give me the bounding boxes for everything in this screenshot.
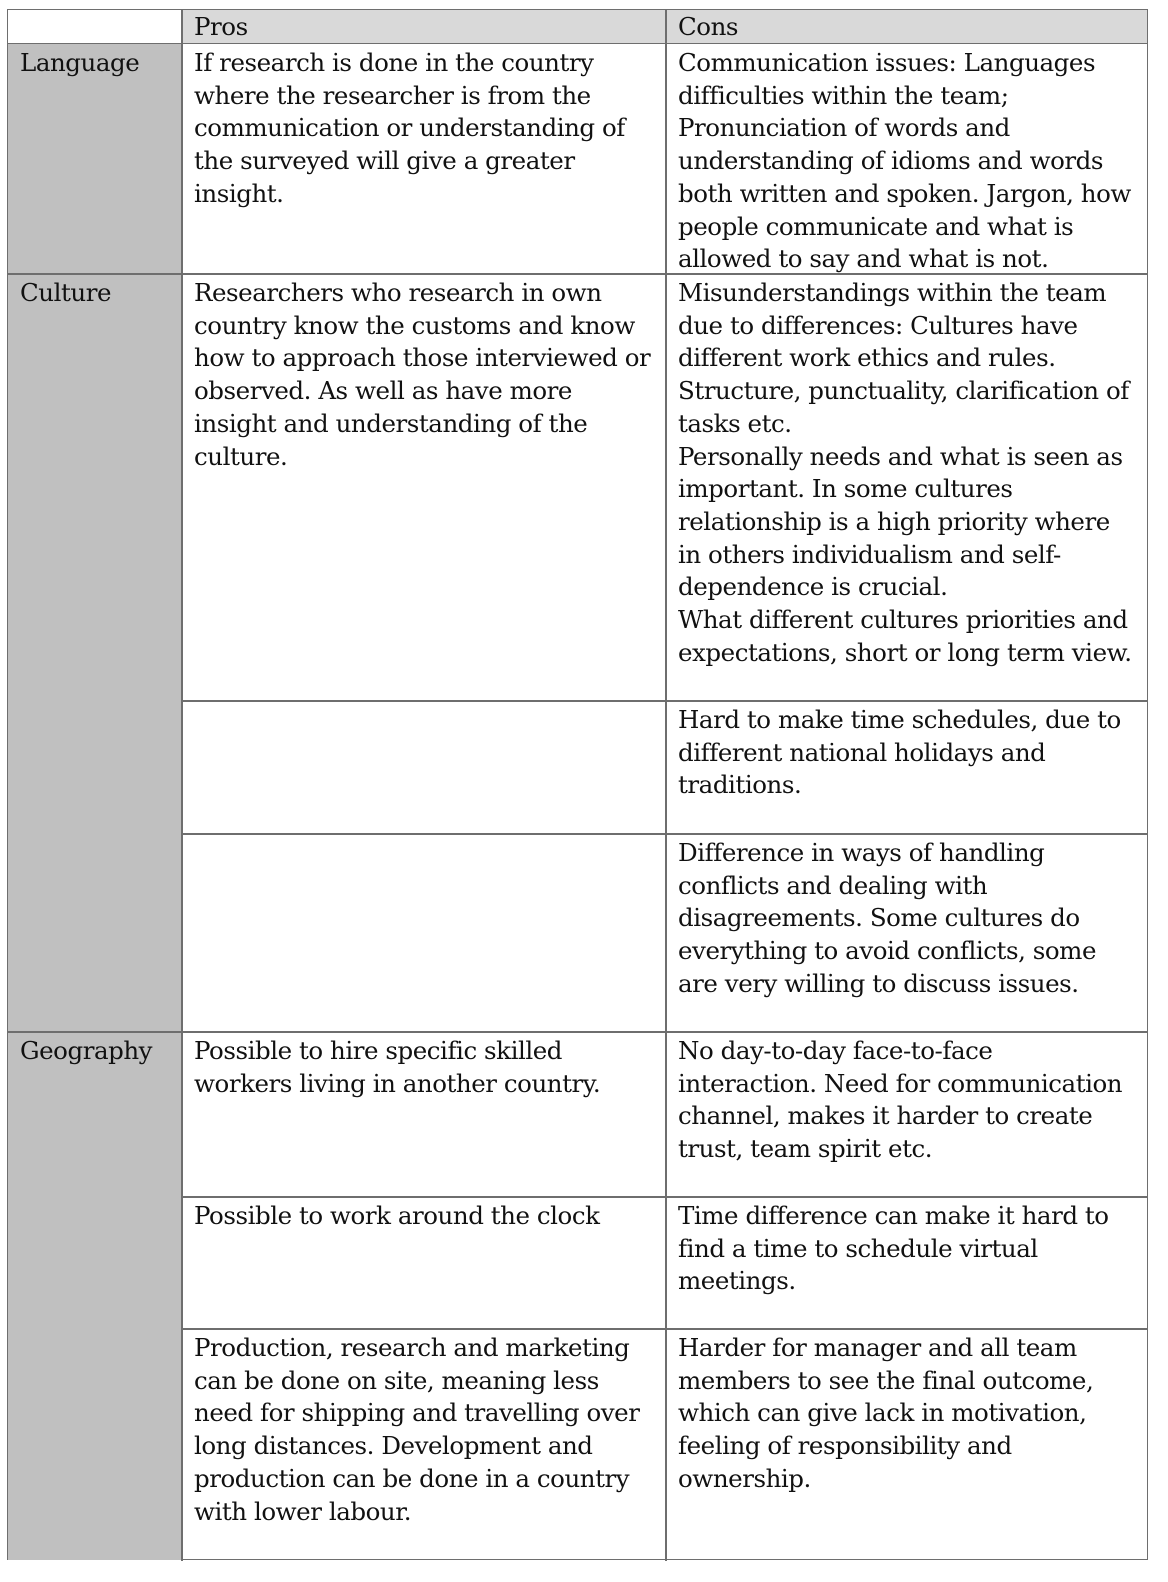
row-divider-culture-2 bbox=[181, 833, 1147, 835]
header-cons: Cons bbox=[666, 10, 1147, 44]
pros-cons-table bbox=[7, 9, 1148, 1560]
row-label-geography: Geography bbox=[8, 1032, 182, 1560]
row-divider-geography-2 bbox=[181, 1328, 1147, 1330]
culture-cons-cell-2: Hard to make time schedules, due to different national holidays and traditions. bbox=[678, 705, 1121, 800]
header-corner-cell bbox=[8, 10, 182, 44]
row-divider-culture bbox=[8, 1031, 1147, 1033]
culture-pros-cell-1: Researchers who research in own country know the customs and know how to approach those interviewed or observed. As well as have more insight and understanding of the culture. bbox=[194, 278, 651, 471]
row-divider-language bbox=[8, 273, 1147, 275]
culture-pros-cell-2 bbox=[182, 701, 666, 834]
geography-pros-cell-1: Possible to hire specific skilled workers living in another country. bbox=[194, 1036, 601, 1098]
language-pros-cell: If research is done in the country where the researcher is from the communication or understanding of the surveyed will give a greater insight. bbox=[194, 48, 625, 208]
row-label-language: Language bbox=[8, 44, 182, 274]
geography-cons-cell-1: No day-to-day face-to-face interaction. Need for communication channel, makes it harder to create trust, team spirit etc. bbox=[678, 1036, 1123, 1164]
culture-pros-cell-3 bbox=[182, 834, 666, 1032]
geography-cons-cell-2: Time difference can make it hard to find a time to schedule virtual meetings. bbox=[678, 1201, 1109, 1296]
row-divider-geography-1 bbox=[181, 1196, 1147, 1198]
culture-cons-cell-1: Misunderstandings within the team due to differences: Cultures have different work ethics and rules. Structure, punctuality, clarification of tasks etc. Personally needs and what is seen as important. In some cultures relationship is a high priority where in others individualism and self- dependence is crucial. What different cultures priorities and expectations, short or long term view. bbox=[678, 278, 1132, 667]
language-cons-cell: Communication issues: Languages difficulties within the team; Pronunciation of words and understanding of idioms and words both written and spoken. Jargon, how people communicate and what is allowed to say and what is not. bbox=[678, 48, 1131, 274]
geography-pros-cell-3: Production, research and marketing can be done on site, meaning less need for shipping and travelling over long distances. Development and production can be done in a country with lower labour. bbox=[194, 1333, 640, 1526]
geography-pros-cell-2: Possible to work around the clock bbox=[194, 1201, 600, 1230]
row-label-culture: Culture bbox=[8, 274, 182, 1032]
row-divider-culture-1 bbox=[181, 700, 1147, 702]
geography-cons-cell-3: Harder for manager and all team members to see the final outcome, which can give lack in motivation, feeling of responsibility and ownership. bbox=[678, 1333, 1094, 1493]
header-pros: Pros bbox=[182, 10, 666, 44]
culture-cons-cell-3: Difference in ways of handling conflicts and dealing with disagreements. Some cultures do everything to avoid conflicts, some are very willing to discuss issues. bbox=[678, 838, 1097, 998]
